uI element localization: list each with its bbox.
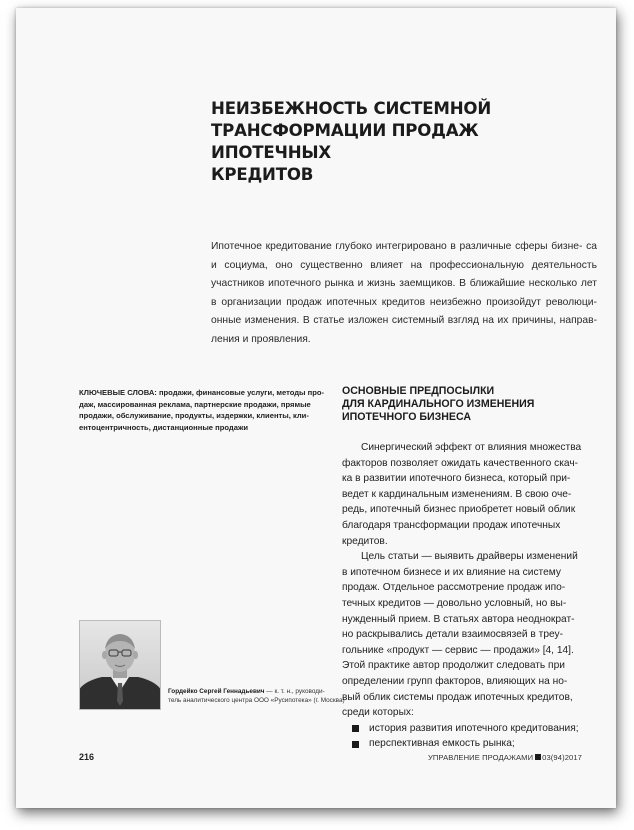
body-line: течных кредитов — довольно условный, но вы-	[342, 597, 567, 609]
body-line: но раскрывались детали взаимосвязей в треу-	[342, 629, 564, 641]
body-line: среди которых:	[342, 707, 414, 719]
bullet-text: перспективная емкость рынка;	[369, 738, 515, 750]
keywords-block	[79, 387, 346, 433]
bullet-list	[342, 721, 604, 752]
lead-line: Ипотечное кредитование глубоко интегрировано в различные сферы бизне-	[211, 241, 583, 252]
body-paragraph	[342, 440, 604, 549]
square-bullet-icon	[352, 741, 359, 748]
lead-line: ления и проявления.	[211, 333, 311, 345]
magazine-page	[16, 8, 616, 808]
body-line: нужденный прием. В статьях автора неоднократ-	[342, 613, 575, 625]
keywords-line: даж, массированная реклама, партнерские продажи, прямые	[79, 399, 311, 409]
article-lead	[211, 238, 597, 350]
article-title	[211, 98, 571, 186]
section-heading-line: ОСНОВНЫЕ ПРЕДПОСЫЛКИ	[342, 385, 495, 397]
lead-line: са и социума, оно существенно влияет на профессиональную деятельность	[211, 241, 597, 271]
title-line: КРЕДИТОВ	[211, 165, 314, 184]
body-line: в ипотечном бизнесе и их влияние на систему	[342, 566, 561, 578]
body-line: ка в развитии ипотечного бизнеса, который при-	[342, 473, 571, 485]
keywords-line: продажи, обслуживание, продукты, издержки, клиенты, кли-	[79, 411, 309, 420]
body-line: продаж. Отдельное рассмотрение продаж ипо-	[342, 582, 566, 594]
square-separator-icon	[535, 754, 541, 760]
section-heading-line: ДЛЯ КАРДИНАЛЬНОГО ИЗМЕНЕНИЯ	[342, 398, 535, 410]
lead-line: участников ипотечного рынка и жизнь заемщиков. В ближайшие несколько лет	[211, 278, 597, 290]
journal-name: УПРАВЛЕНИЕ ПРОДАЖАМИ	[427, 753, 534, 762]
author-description: — к. т. н., руководи-	[264, 688, 325, 695]
body-line: вый облик системы продаж ипотечных кредитов,	[342, 691, 573, 703]
square-bullet-icon	[352, 725, 359, 732]
bullet-text: история развития ипотечного кредитования;	[369, 722, 579, 734]
bullet-item	[342, 736, 604, 752]
keywords-line: КЛЮЧЕВЫЕ СЛОВА: продажи, финансовые услуги, методы про-	[79, 388, 325, 397]
section-heading-line: ИПОТЕЧНОГО БИЗНЕСА	[342, 411, 472, 423]
body-line: факторов позволяет ожидать качественного скач-	[342, 457, 579, 469]
lead-line: в организации продаж ипотечных кредитов неизбежно произойдут революци-	[211, 296, 597, 308]
author-photo	[79, 620, 161, 710]
body-line: Этой практике автор продолжит следовать при	[342, 660, 565, 672]
author-name: Гордейко Сергей Геннадьевич	[168, 688, 265, 695]
body-line: Цель статьи — выявить драйверы изменений	[361, 551, 578, 563]
author-caption	[168, 687, 358, 706]
body-line: определении групп факторов, влияющих на но-	[342, 675, 568, 687]
journal-footer	[428, 753, 582, 762]
author-portrait-icon	[80, 621, 160, 709]
body-line: благодаря трансформации продаж ипотечных	[342, 519, 561, 531]
body-line: гольнике «продукт — сервис — продажи» [4, 14].	[342, 644, 574, 656]
body-text	[342, 440, 604, 752]
lead-line: онные изменения. В статье изложен системный взгляд на их причины, направ-	[211, 315, 597, 327]
body-line: редь, ипотечный бизнес приобретет новый облик	[342, 504, 576, 516]
body-line: кредитов.	[342, 535, 388, 547]
title-line: ТРАНСФОРМАЦИИ ПРОДАЖ ИПОТЕЧНЫХ	[211, 121, 479, 162]
page-number: 216	[79, 752, 95, 762]
body-line: Синергический эффект от влияния множества	[361, 442, 582, 453]
title-line: НЕИЗБЕЖНОСТЬ СИСТЕМНОЙ	[211, 99, 492, 118]
section-heading	[342, 385, 592, 424]
author-description: тель аналитического центра ООО «Русипотека» (г. Москва)	[168, 697, 345, 705]
body-line: ведет к кардинальным изменениям. В свою оче-	[342, 488, 572, 500]
body-paragraph	[342, 549, 604, 721]
bullet-item	[342, 721, 604, 737]
keywords-line: ентоцентричность, дистанционные продажи	[79, 422, 249, 432]
journal-issue: 03(94)2017	[542, 753, 582, 762]
